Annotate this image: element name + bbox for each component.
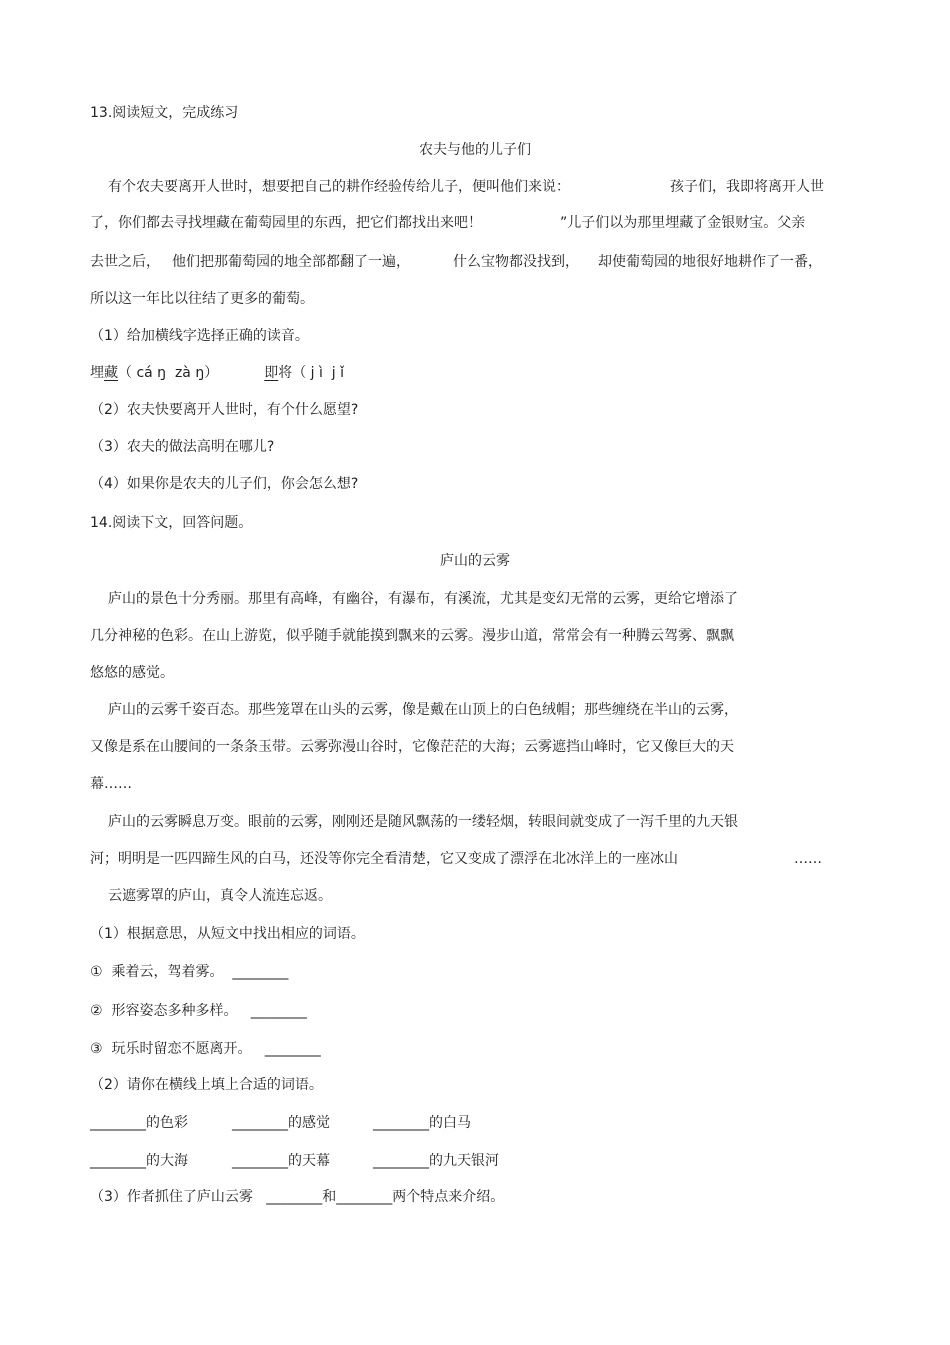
q14-fill-5: ________的天幕 [232,1153,330,1169]
q13-title: 农夫与他的儿子们 [419,142,531,158]
q14-fill-3: ________的白马 [373,1115,471,1131]
q14-heading: 14.阅读下文，回答问题。 [90,515,253,531]
word-ji-underlined: 即 [264,365,279,381]
q13-para-line3d: 却使葡萄园的地很好地耕作了一番， [598,254,822,270]
q13-heading: 13.阅读短文，完成练习 [90,105,239,121]
q14-p3-line1: 庐山的云雾瞬息万变。眼前的云雾，刚刚还是随风飘荡的一缕轻烟，转眼间就变成了一泻千里的九天银 [108,814,738,830]
word-mai: 埋 [90,365,104,381]
q13-para-line3b: 他们把那葡萄园的地全部都翻了一遍， [172,254,410,270]
q14-p1-line1: 庐山的景色十分秀丽。那里有高峰，有幽谷，有瀑布，有溪流，尤其是变幻无常的云雾，更给它增添了 [108,591,738,607]
q14-sub3: （3）作者抓住了庐山云雾 ________和________两个特点来介绍。 [90,1189,505,1205]
q13-sub2: （2）农夫快要离开人世时，有个什么愿望? [90,402,359,418]
q14-item-2: ② 形容姿态多种多样。 ________ [90,1003,307,1019]
q13-para-line1a: 有个农夫要离开人世时，想要把自己的耕作经验传给儿子，便叫他们来说： [108,179,570,195]
q14-p2-line2: 又像是系在山腰间的一条条玉带。云雾弥漫山谷时，它像茫茫的大海；云雾遮挡山峰时，它又像巨大的天 [90,739,734,755]
q14-sub2: （2）请你在横线上填上合适的词语。 [90,1077,323,1093]
q13-sub1: （1）给加横线字选择正确的读音。 [90,328,309,344]
q14-p1-line3: 悠悠的感觉。 [90,665,174,681]
pinyin-options-1: （ cá ŋ zà ŋ） [118,365,219,381]
q13-para-line3c: 什么宝物都没找到， [453,254,579,270]
q13-para-line2b: ”儿子们以为那里埋藏了金银财宝。父亲 [560,215,806,231]
q13-sub4: （4）如果你是农夫的儿子们，你会怎么想? [90,476,359,492]
q14-p3-line2: 河；明明是一匹四蹄生风的白马，还没等你完全看清楚，它又变成了漂浮在北冰洋上的一座冰山 [90,851,678,867]
q14-fill-2: ________的感觉 [232,1115,330,1131]
q14-p2-line1: 庐山的云雾千姿百态。那些笼罩在山头的云雾，像是戴在山顶上的白色绒帽；那些缠绕在半山的云雾， [108,702,738,718]
q14-sub1: （1）根据意思，从短文中找出相应的词语。 [90,926,365,942]
q14-title: 庐山的云雾 [440,553,510,569]
q14-item-3: ③ 玩乐时留恋不愿离开。 ________ [90,1041,321,1057]
q14-p3-ellipsis: …… [794,851,822,867]
pinyin-options-2: 将（ j ì j ǐ [278,365,345,381]
q13-para-line4: 所以这一年比以往结了更多的葡萄。 [90,291,314,307]
q14-fill-4: ________的大海 [90,1153,188,1169]
q14-fill-6: ________的九天银河 [373,1153,499,1169]
word-cang-underlined: 藏 [104,365,118,381]
q14-p1-line2: 几分神秘的色彩。在山上游览，似乎随手就能摸到飘来的云雾。漫步山道，常常会有一种腾云驾雾、飘飘 [90,628,734,644]
q13-para-line2a: 了，你们都去寻找埋藏在葡萄园里的东西，把它们都找出来吧！ [90,215,482,231]
q13-sub3: （3）农夫的做法高明在哪儿? [90,439,275,455]
q13-para-line3a: 去世之后， [90,254,160,270]
q14-item-1: ① 乘着云，驾着雾。 ________ [90,964,289,980]
q14-p2-line3: 幕…… [90,776,132,792]
q14-fill-1: ________的色彩 [90,1115,188,1131]
q14-p4: 云遮雾罩的庐山，真令人流连忘返。 [108,888,332,904]
q13-pinyin-row [90,363,344,383]
q13-para-line1b: 孩子们，我即将离开人世 [670,179,824,195]
